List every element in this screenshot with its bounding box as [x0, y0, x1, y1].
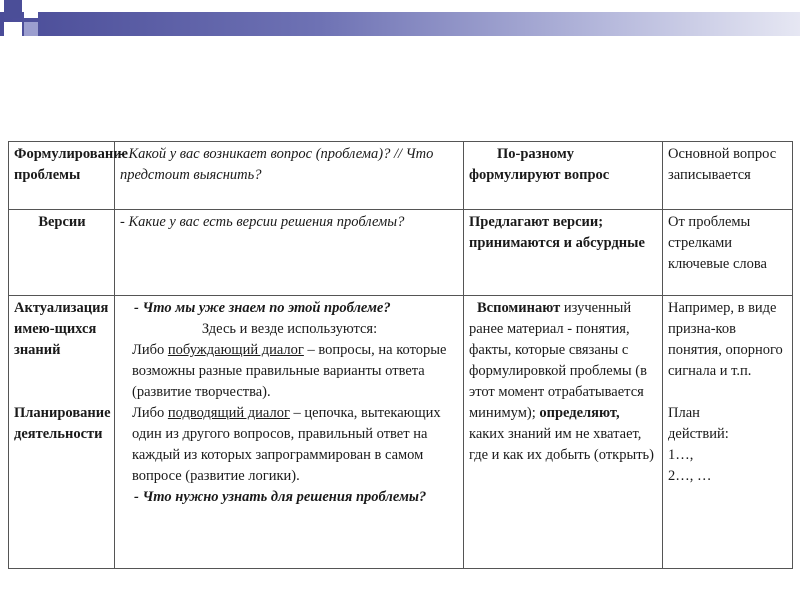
note-cell — [663, 296, 793, 569]
header-square-dark — [4, 0, 22, 18]
stage-label: Формулирование проблемы — [14, 146, 128, 183]
students-action: Вспоминают изученный ранее материал - понятия, факты, которые связаны с формулировкой проблемы (в этот момент отрабатывается минимум); определяют, каких знаний им не хватает, где и как их добыть (открыть) — [469, 300, 654, 463]
note-text: Основной вопрос записывается — [668, 146, 777, 183]
stage-label: Планирование деятельности — [14, 405, 111, 442]
teacher-question: - Что нужно узнать для решения проблемы? — [134, 489, 427, 505]
header-square-white — [4, 22, 22, 40]
stage-label: Актуализация имею-щихся знаний — [14, 300, 109, 358]
teacher-question: - Какой у вас возникает вопрос (проблема)? // Что предстоит выяснить? — [120, 146, 434, 183]
header-square-light — [24, 22, 38, 36]
students-action: По-разному формулируют вопрос — [469, 146, 610, 183]
table-row — [9, 142, 793, 210]
stage-cell — [9, 210, 115, 296]
note-cell — [663, 210, 793, 296]
plan-label: действий: — [668, 426, 729, 442]
dialog-type-leading: Либо подводящий диалог – цепочка, вытекающих один из другого вопросов, правильный ответ на каждый из которых запрограммирован в самом вопросе (развитие логики). — [132, 405, 441, 484]
plan-item: 1…, — [668, 447, 694, 463]
lesson-stages-table — [8, 141, 793, 569]
header-square-white-top — [24, 0, 38, 18]
plan-label: План — [668, 405, 700, 421]
students-cell — [464, 296, 663, 569]
stage-label: Версии — [38, 214, 86, 230]
note-text: Например, в виде призна-ков понятия, опорного сигнала и т.п. — [668, 300, 783, 379]
students-cell — [464, 142, 663, 210]
table-row — [9, 296, 793, 569]
table-row — [9, 210, 793, 296]
teacher-question: - Какие у вас есть версии решения проблемы? — [120, 214, 405, 230]
stage-cell — [9, 296, 115, 569]
students-cell — [464, 210, 663, 296]
teacher-cell — [115, 296, 464, 569]
teacher-cell — [115, 210, 464, 296]
note-text: От проблемы стрелками ключевые слова — [668, 214, 767, 272]
note-cell — [663, 142, 793, 210]
dialog-type-motivating: Либо побуждающий диалог – вопросы, на которые возможны разные правильные варианты ответа (развитие творчества). — [132, 342, 447, 400]
teacher-cell — [115, 142, 464, 210]
teacher-question: - Что мы уже знаем по этой проблеме? — [134, 300, 391, 316]
header-decoration-bar — [0, 12, 800, 36]
stage-cell — [9, 142, 128, 210]
dialog-intro: Здесь и везде используются: — [201, 321, 378, 337]
students-action: Предлагают версии; принимаются и абсурдные — [469, 214, 645, 251]
plan-item: 2…, … — [668, 468, 712, 484]
